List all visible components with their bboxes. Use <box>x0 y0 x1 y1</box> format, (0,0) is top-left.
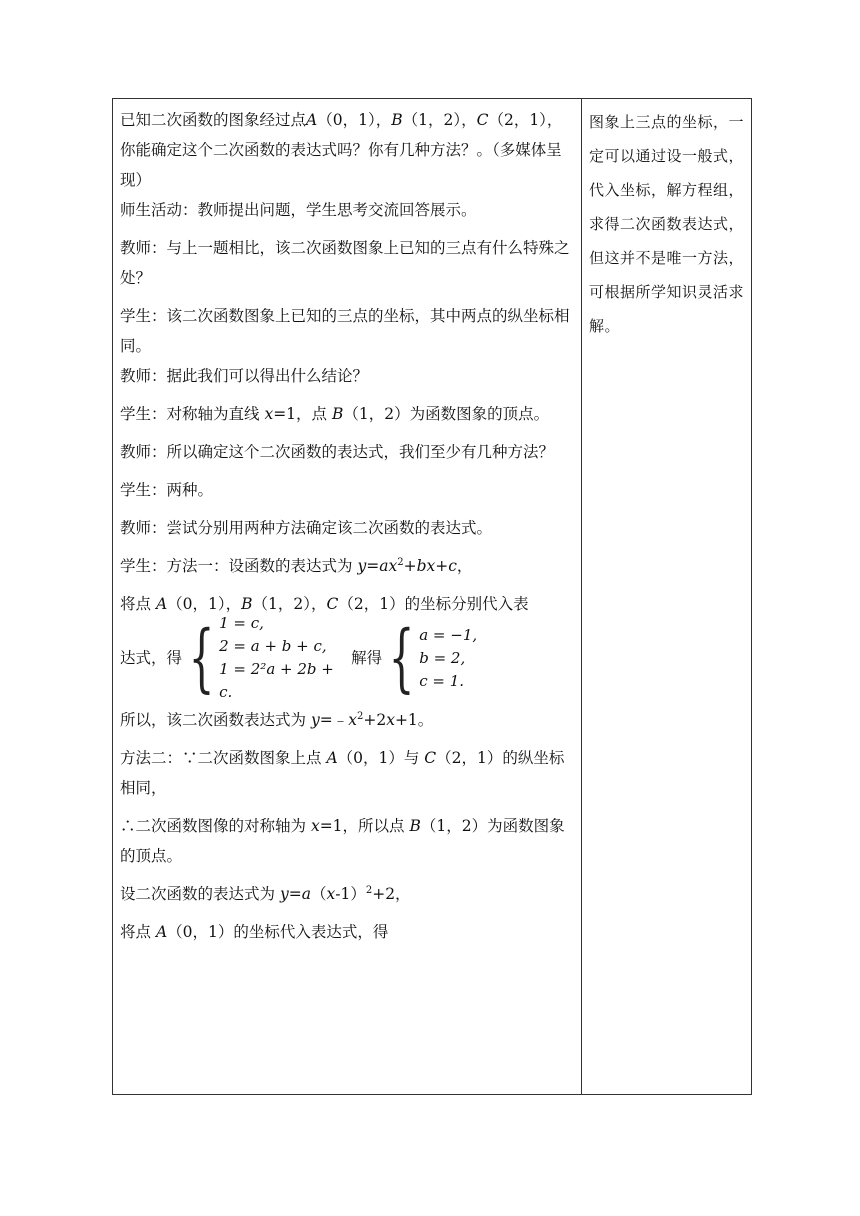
main-cell <box>120 105 576 947</box>
text: （1，2）为函数图象的顶点。 <box>120 817 565 865</box>
paragraph-axis <box>120 811 576 871</box>
point-label: B <box>331 405 344 423</box>
paragraph-problem <box>120 105 576 195</box>
text: =﹣ <box>319 711 349 729</box>
text: =1，点 <box>273 405 332 423</box>
text: （0，1）， <box>317 111 392 129</box>
text: 方法二：∵二次函数图象上点 <box>120 749 327 767</box>
paragraph-teacher-3: 教师：所以确定这个二次函数的表达式，我们至少有几种方法？ <box>120 443 555 461</box>
point-label: C <box>476 111 489 129</box>
point-label: C <box>326 595 339 613</box>
text: （2，1），你能确定这个二次函数的表达式吗？你有几种方法？。（多媒体呈现） <box>120 111 563 189</box>
exponent: 2 <box>365 884 373 896</box>
var: x <box>386 711 395 729</box>
text: 将点 <box>120 595 156 613</box>
brace-2: { <box>388 615 415 701</box>
var: x <box>264 405 274 423</box>
text: （1，2）， <box>252 595 327 613</box>
equation: c = 1. <box>419 671 465 690</box>
var: y <box>357 557 367 575</box>
point-label: A <box>155 595 168 613</box>
text: 已知二次函数的图象经过点 <box>120 111 307 129</box>
brace-1: { <box>188 615 215 701</box>
exponent: 2 <box>397 556 404 568</box>
var: bx <box>416 557 436 575</box>
equation: a = −1, <box>419 625 478 644</box>
text: ∴二次函数图像的对称轴为 <box>120 817 311 835</box>
paragraph-student-2 <box>120 399 576 429</box>
var: c <box>448 557 457 575</box>
text: +1。 <box>394 711 434 729</box>
point-label: B <box>409 817 421 835</box>
var: x <box>326 885 336 903</box>
paragraph-teacher-2: 教师：据此我们可以得出什么结论？ <box>120 367 369 385</box>
text: = <box>288 885 302 903</box>
system-label-2: 解得 <box>351 649 383 667</box>
text: 学生：对称轴为直线 <box>120 405 265 423</box>
point-label: A <box>306 111 318 129</box>
note-cell <box>589 105 749 343</box>
text: + <box>435 557 449 575</box>
text: （2，1）的坐标分别代入表 <box>338 595 529 613</box>
text: 将点 <box>120 923 156 941</box>
text: = <box>366 557 380 575</box>
text: 设二次函数的表达式为 <box>120 885 280 903</box>
paragraph-substitute-2 <box>120 917 576 947</box>
equation-systems <box>120 614 576 701</box>
lesson-table <box>112 98 752 1095</box>
paragraph-method-2 <box>120 743 576 803</box>
equation: 2 = a + b + c, <box>219 637 327 655</box>
point-label: A <box>155 923 168 941</box>
text: +2 <box>363 711 387 729</box>
equation-system-1 <box>219 612 347 704</box>
text: （2，1）的纵坐标相同， <box>120 749 565 797</box>
equation-system-2 <box>419 624 477 693</box>
paragraph-student-3: 学生：两种。 <box>120 481 214 499</box>
text: -1） <box>335 885 366 903</box>
text: （ <box>310 885 327 903</box>
paragraph-activity: 师生活动：教师提出问题，学生思考交流回答展示。 <box>120 201 477 219</box>
teaching-note: 图象上三点的坐标，一定可以通过设一般式，代入坐标，解方程组，求得二次函数表达式，但这并不是唯一方法，可根据所学知识灵活求解。 <box>589 113 745 335</box>
text: （1，2）， <box>402 111 477 129</box>
paragraph-vertex-form <box>120 879 576 909</box>
column-divider <box>581 99 582 1094</box>
paragraph-teacher-1: 教师：与上一题相比，该二次函数图象上已知的三点有什么特殊之处？ <box>120 239 570 287</box>
var: x <box>348 711 357 729</box>
paragraph-method-1 <box>120 551 576 581</box>
paragraph-result-1 <box>120 705 576 735</box>
text: （0，1）， <box>167 595 242 613</box>
text: + <box>403 557 417 575</box>
text: 学生：方法一：设函数的表达式为 <box>120 557 358 575</box>
text: （1，2）为函数图象的顶点。 <box>343 405 550 423</box>
text: （0，1）与 <box>337 749 425 767</box>
paragraph-teacher-4: 教师：尝试分别用两种方法确定该二次函数的表达式。 <box>120 519 493 537</box>
text: （0，1）的坐标代入表达式，得 <box>167 923 389 941</box>
point-label: A <box>326 749 338 767</box>
equation: b = 2, <box>419 648 466 667</box>
equation: 1 = c, <box>219 614 264 632</box>
equation: 1 = 2²a + 2b + c. <box>219 660 334 701</box>
exponent: 2 <box>356 710 364 722</box>
var: ax <box>379 557 398 575</box>
system-label-1: 达式，得 <box>120 649 183 667</box>
var: y <box>279 885 289 903</box>
text: ， <box>456 557 473 575</box>
var: x <box>310 817 320 835</box>
text: 所以，该二次函数表达式为 <box>120 711 311 729</box>
point-label: C <box>424 749 437 767</box>
var: y <box>310 711 320 729</box>
var: a <box>301 885 311 903</box>
paragraph-student-1: 学生：该二次函数图象上已知的三点的坐标，其中两点的纵坐标相同。 <box>120 307 570 355</box>
point-label: B <box>391 111 403 129</box>
text: +2， <box>372 885 411 903</box>
text: =1，所以点 <box>319 817 410 835</box>
point-label: B <box>241 595 253 613</box>
